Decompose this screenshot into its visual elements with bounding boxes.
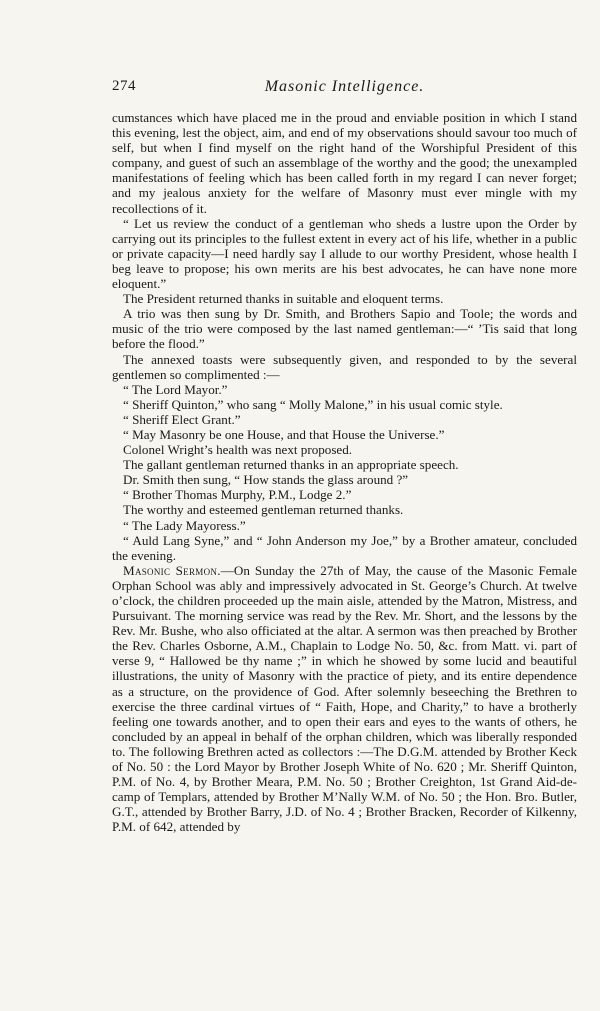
paragraph-masonic-sermon <box>112 563 577 835</box>
paragraph-annexed-toasts: The annexed toasts were subsequently given, and responded to by the several gentlemen so complimented :— <box>112 351 577 382</box>
sermon-text: —On Sunday the 27th of May, the cause of the Masonic Female Orphan School was ably and impressively advocated in St. George’s Church. At twelve o’clock, the children proceeded up the main aisle, attended by the Matron, Mistress, and Pursuivant. The morning service was read by the Rev. Mr. Short, and the lessons by the Rev. Mr. Bushe, who also officiated at the altar. A sermon was then preached by Brother the Rev. Charles Osborne, A.M., Chaplain to Lodge No. 50, &c. from Matt. vi. part of verse 9, “ Hallowed be thy name ;” in which he showed by some lucid and beautiful illustrations, the unity of Masonry with the practice of piety, and its entire dependence as a structure, on the providence of God. After solemnly beseeching the Brethren to exercise the three cardinal virtues of “ Faith, Hope, and Charity,” to have a brotherly feeling one towards another, and to open their ears and eyes to the wants of others, he concluded by an appeal in behalf of the orphan children, which was liberally responded to. The following Brethren acted as collectors :—The D.G.M. attended by Brother Keck of No. 50 : the Lord Mayor by Brother Joseph White of No. 620 ; Mr. Sheriff Quinton, P.M. of No. 4, by Brother Meara, P.M. No. 50 ; Brother Creighton, 1st Grand Aid-de-camp of Templars, attended by Brother M’Nally W.M. of No. 50 ; the Hon. Bro. Butler, G.T., attended by Brother Barry, J.D. of No. 4 ; Brother Bracken, Recorder of Kilkenny, P.M. of 642, attended by <box>112 562 577 835</box>
paragraph-trio: A trio was then sung by Dr. Smith, and Brothers Sapio and Toole; the words and music of the trio were composed by the last named gentleman:—“ ’Tis said that long before the flood.” <box>112 306 577 352</box>
toast-lady-mayoress: “ The Lady Mayoress.” <box>123 517 246 533</box>
paragraph-president-thanks: The President returned thanks in suitable and eloquent terms. <box>123 291 444 307</box>
paragraph-smith-song: Dr. Smith then sung, “ How stands the glass around ?” <box>123 472 409 488</box>
toast-thomas-murphy: “ Brother Thomas Murphy, P.M., Lodge 2.” <box>123 487 352 503</box>
book-page <box>112 78 577 835</box>
toast-lord-mayor: “ The Lord Mayor.” <box>123 381 228 397</box>
running-head: Masonic Intelligence. <box>264 78 425 95</box>
paragraph-murphy-thanks: The worthy and esteemed gentleman returned thanks. <box>123 502 404 518</box>
toast-sheriff-quinton: “ Sheriff Quinton,” who sang “ Molly Malone,” in his usual comic style. <box>123 396 503 412</box>
page-number: 274 <box>112 78 136 94</box>
paragraph-toast-president: “ Let us review the conduct of a gentleman who sheds a lustre upon the Order by carrying out its principles to the fullest extent in every act of his life, whether in a public or private capacity—I need hardly say I allude to our worthy President, whose health I beg leave to propose; his own merits are his best advocates, he can have none more eloquent.” <box>112 215 577 292</box>
page-header <box>112 78 577 102</box>
body-text <box>112 110 577 835</box>
toast-colonel-wright: Colonel Wright’s health was next proposed. <box>123 442 353 458</box>
sermon-heading: Masonic Sermon. <box>123 562 221 578</box>
paragraph-auld-lang-syne: “ Auld Lang Syne,” and “ John Anderson my Joe,” by a Brother amateur, concluded the evening. <box>112 532 577 563</box>
paragraph-gallant-thanks: The gallant gentleman returned thanks in an appropriate speech. <box>123 457 459 473</box>
toast-masonry-house: “ May Masonry be one House, and that House the Universe.” <box>123 426 445 442</box>
toast-sheriff-grant: “ Sheriff Elect Grant.” <box>123 411 241 427</box>
paragraph-speech-end: cumstances which have placed me in the proud and enviable position in which I stand this evening, lest the object, aim, and end of my observations should savour too much of self, but when I find myself on the right hand of the Worshipful President of this company, and guest of such an assemblage of the worthy and the good; the unexampled manifestations of feeling which has been called forth in my regard I can never forget; and my jealous anxiety for the welfare of Masonry must ever mingle with my recollections of it. <box>112 110 577 216</box>
